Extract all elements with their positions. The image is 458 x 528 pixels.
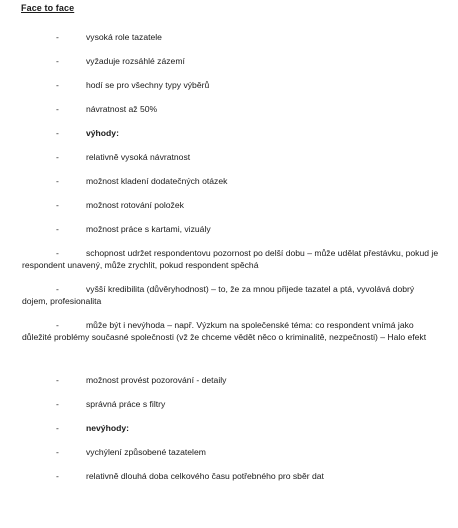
disadvantages-heading: nevýhody:: [86, 423, 129, 433]
list-dash: -: [56, 200, 59, 210]
list-item-text: návratnost až 50%: [86, 104, 158, 114]
list-dash: -: [56, 248, 59, 258]
list-item: [22, 283, 452, 307]
list-dash: -: [56, 224, 59, 234]
list-item-text: relativně dlouhá doba celkového času potřebného pro sběr dat: [86, 471, 324, 481]
list-dash: -: [56, 320, 59, 330]
list-dash: -: [56, 375, 59, 385]
list-dash: -: [56, 152, 59, 162]
list-item-text: hodí se pro všechny typy výběrů: [86, 80, 210, 90]
list-dash: -: [56, 104, 59, 114]
list-item-text: možnost provést pozorování - detaily: [86, 375, 227, 385]
list-item: [22, 319, 452, 343]
list-dash: -: [56, 399, 59, 409]
list-item-text: správná práce s filtry: [86, 399, 166, 409]
list-dash: -: [56, 32, 59, 42]
list-item-text: vychýlení způsobené tazatelem: [86, 447, 206, 457]
list-item-text: může být i nevýhoda – např. Výzkum na společenské téma: co respondent vnímá jako důležité problémy současné společnosti (vž že chceme vědět něco o kriminalitě, nezpečnosti) – Halo efekt: [22, 320, 427, 342]
list-dash: -: [56, 176, 59, 186]
list-item-text: vysoká role tazatele: [86, 32, 162, 42]
list-dash: -: [56, 284, 59, 294]
list-dash: -: [56, 128, 59, 138]
list-item-text: vyžaduje rozsáhlé zázemí: [86, 56, 185, 66]
list-dash: -: [56, 471, 59, 481]
advantages-heading: výhody:: [86, 128, 119, 138]
list-item-text: možnost práce s kartami, vizuály: [86, 224, 211, 234]
document-title: Face to face: [21, 3, 75, 13]
list-dash: -: [56, 423, 59, 433]
list-item-text: možnost rotování položek: [86, 200, 184, 210]
list-item-text: relativně vysoká návratnost: [86, 152, 191, 162]
list-dash: -: [56, 56, 59, 66]
list-item: [22, 247, 452, 271]
list-item-text: vyšší kredibilita (důvěryhodnost) – to, že za mnou přijede tazatel a ptá, vyvolává dobrý dojem, profesionalita: [22, 284, 415, 306]
list-dash: -: [56, 447, 59, 457]
list-item-text: schopnost udržet respondentovu pozornost po delší dobu – může udělat přestávku, pokud je respondent unavený, může zrychlit, pokud respondent spěchá: [22, 248, 439, 270]
list-dash: -: [56, 80, 59, 90]
list-item-text: možnost kladení dodatečných otázek: [86, 176, 228, 186]
